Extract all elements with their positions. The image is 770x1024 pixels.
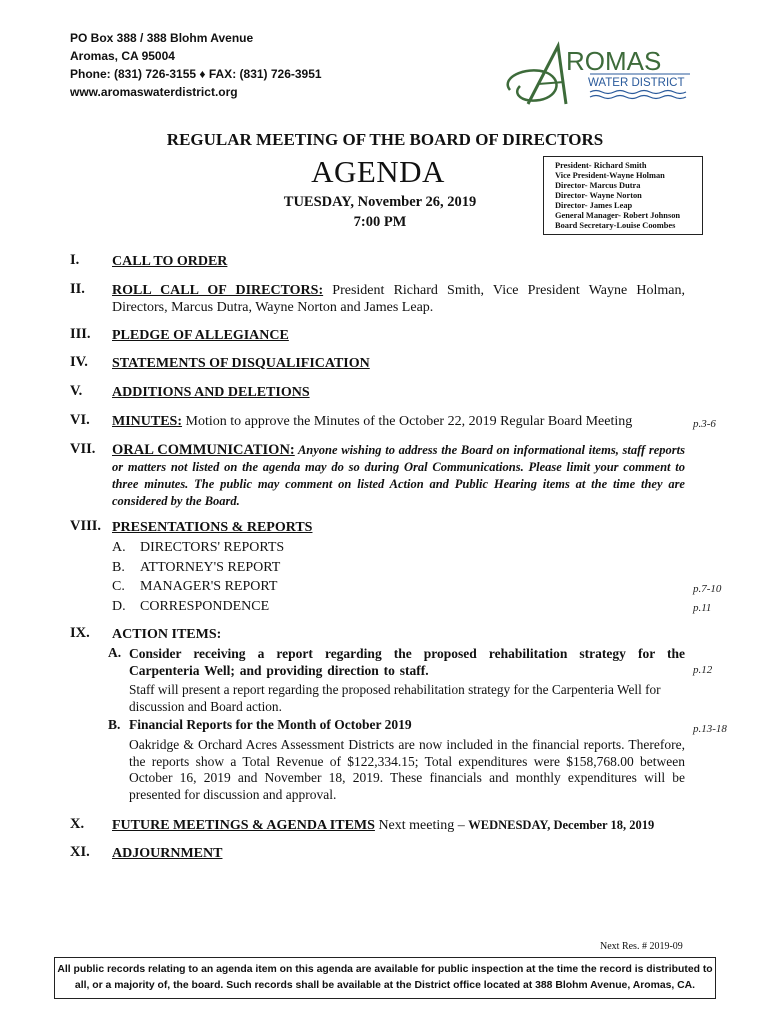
item-presentations: PRESENTATIONS & REPORTS (112, 520, 313, 535)
item-oral-communication (112, 442, 685, 510)
list-item: A. DIRECTORS' REPORTS (112, 540, 285, 555)
logo-subtitle: WATER DISTRICT (588, 77, 685, 89)
next-meeting-date: WEDNESDAY, December 18, 2019 (468, 818, 655, 832)
minutes-text: Motion to approve the Minutes of the October 22, 2019 Regular Board Meeting (182, 414, 633, 429)
roll-call-text: President Richard Smith, Vice President Wayne Holman, Directors, Marcus Dutra, Wayne Norton and James Leap. (112, 283, 686, 315)
presentations-list (112, 538, 284, 617)
meeting-time: 7:00 PM (353, 214, 407, 230)
item-pledge: PLEDGE OF ALLEGIANCE (112, 328, 289, 343)
page-reference: p.3-6 (693, 418, 716, 430)
item-number: III. (70, 326, 91, 342)
officer-line: General Manager- Robert Johnson (555, 211, 681, 220)
item-roll-call (112, 282, 685, 316)
item-call-to-order: CALL TO ORDER (112, 254, 228, 269)
future-meetings-text: Next meeting – (374, 818, 469, 833)
officer-line: Director- Wayne Norton (555, 191, 642, 200)
public-records-notice: All public records relating to an agenda item on this agenda are available for public inspection at the time the record is distributed to all, or a majority of, the board. Such records shall be available at the District office located at 388 Blohm Avenue, Aromas, CA. (54, 957, 716, 999)
address-line-3: Phone: (831) 726-3155 ♦ FAX: (831) 726-3951 (70, 67, 322, 81)
next-resolution-number: Next Res. # 2019-09 (600, 941, 683, 952)
item-number: IV. (70, 354, 88, 370)
item-number: XI. (70, 844, 90, 860)
item-number: II. (70, 281, 85, 297)
item-minutes (112, 413, 672, 430)
meeting-datetime (230, 192, 530, 232)
page-reference: p.13-18 (693, 723, 727, 735)
officer-line: Board Secretary-Louise Coombes (555, 221, 676, 230)
minutes-title: MINUTES: (112, 414, 183, 429)
item-future-meetings (112, 817, 654, 834)
page-reference: p.7-10 (693, 583, 722, 595)
agenda-title: AGENDA (311, 154, 445, 189)
page-reference: p.11 (693, 602, 712, 614)
list-item: B. ATTORNEY'S REPORT (112, 559, 281, 575)
address-line-2: Aromas, CA 95004 (70, 49, 175, 63)
officers-box (543, 156, 703, 235)
officer-line: President- Richard Smith (555, 161, 647, 170)
oral-communication-text: Anyone wishing to address the Board on informational items, staff reports or matters not listed on the agenda may do so during Oral Communications. Please limit your comment to three minutes. The public may comment on listed Action and Public Hearing items at the time they are considered by the Board. (112, 443, 685, 508)
oral-communication-title: ORAL COMMUNICATION: (112, 442, 295, 458)
item-action-items: ACTION ITEMS: (112, 627, 222, 642)
item-number: VIII. (70, 518, 102, 534)
action-a-title: Consider receiving a report regarding the proposed rehabilitation strategy for the Carpenteria Well; and providing direction to staff. (129, 646, 685, 678)
action-b-title: Financial Reports for the Month of October 2019 (129, 717, 412, 732)
item-additions: ADDITIONS AND DELETIONS (112, 385, 310, 400)
roll-call-title: ROLL CALL OF DIRECTORS: (112, 283, 324, 298)
action-letter: B. (108, 717, 121, 732)
item-number: IX. (70, 625, 90, 641)
meeting-title: REGULAR MEETING OF THE BOARD OF DIRECTORS (166, 130, 604, 149)
officer-line: Director- Marcus Dutra (555, 181, 641, 190)
aromas-logo (500, 38, 700, 118)
logo-word: ROMAS (566, 46, 662, 76)
item-disqualification: STATEMENTS OF DISQUALIFICATION (112, 356, 370, 371)
website-link[interactable]: www.aromaswaterdistrict.org (70, 85, 238, 99)
item-number: I. (70, 252, 80, 268)
page-reference: p.12 (693, 664, 713, 676)
item-number: VII. (70, 441, 96, 457)
list-item: C. MANAGER'S REPORT (112, 579, 278, 595)
meeting-date: TUESDAY, November 26, 2019 (283, 194, 477, 210)
list-item: D. CORRESPONDENCE (112, 599, 270, 615)
officer-line: Vice President-Wayne Holman (555, 171, 665, 180)
future-meetings-title: FUTURE MEETINGS & AGENDA ITEMS (112, 818, 375, 833)
item-number: X. (70, 816, 85, 832)
action-letter: A. (108, 645, 122, 660)
address-line-1: PO Box 388 / 388 Blohm Avenue (70, 31, 254, 45)
officer-line: Director- James Leap (555, 201, 633, 210)
item-adjournment: ADJOURNMENT (112, 846, 223, 861)
district-address (70, 29, 322, 101)
action-a-description: Staff will present a report regarding the proposed rehabilitation strategy for the Carpenteria Well for discussion and Board action. (129, 682, 661, 714)
item-number: V. (70, 383, 83, 399)
item-number: VI. (70, 412, 90, 428)
action-b-description: Oakridge & Orchard Acres Assessment Districts are now included in the financial reports. Therefore, the reports show a Total Revenue of $122,334.15; Total expenditures were $158,768.00 between October 16, 2019 and November 18, 2019. These financials and monthly expenditures will be presented for discussion and approval. (129, 737, 685, 803)
